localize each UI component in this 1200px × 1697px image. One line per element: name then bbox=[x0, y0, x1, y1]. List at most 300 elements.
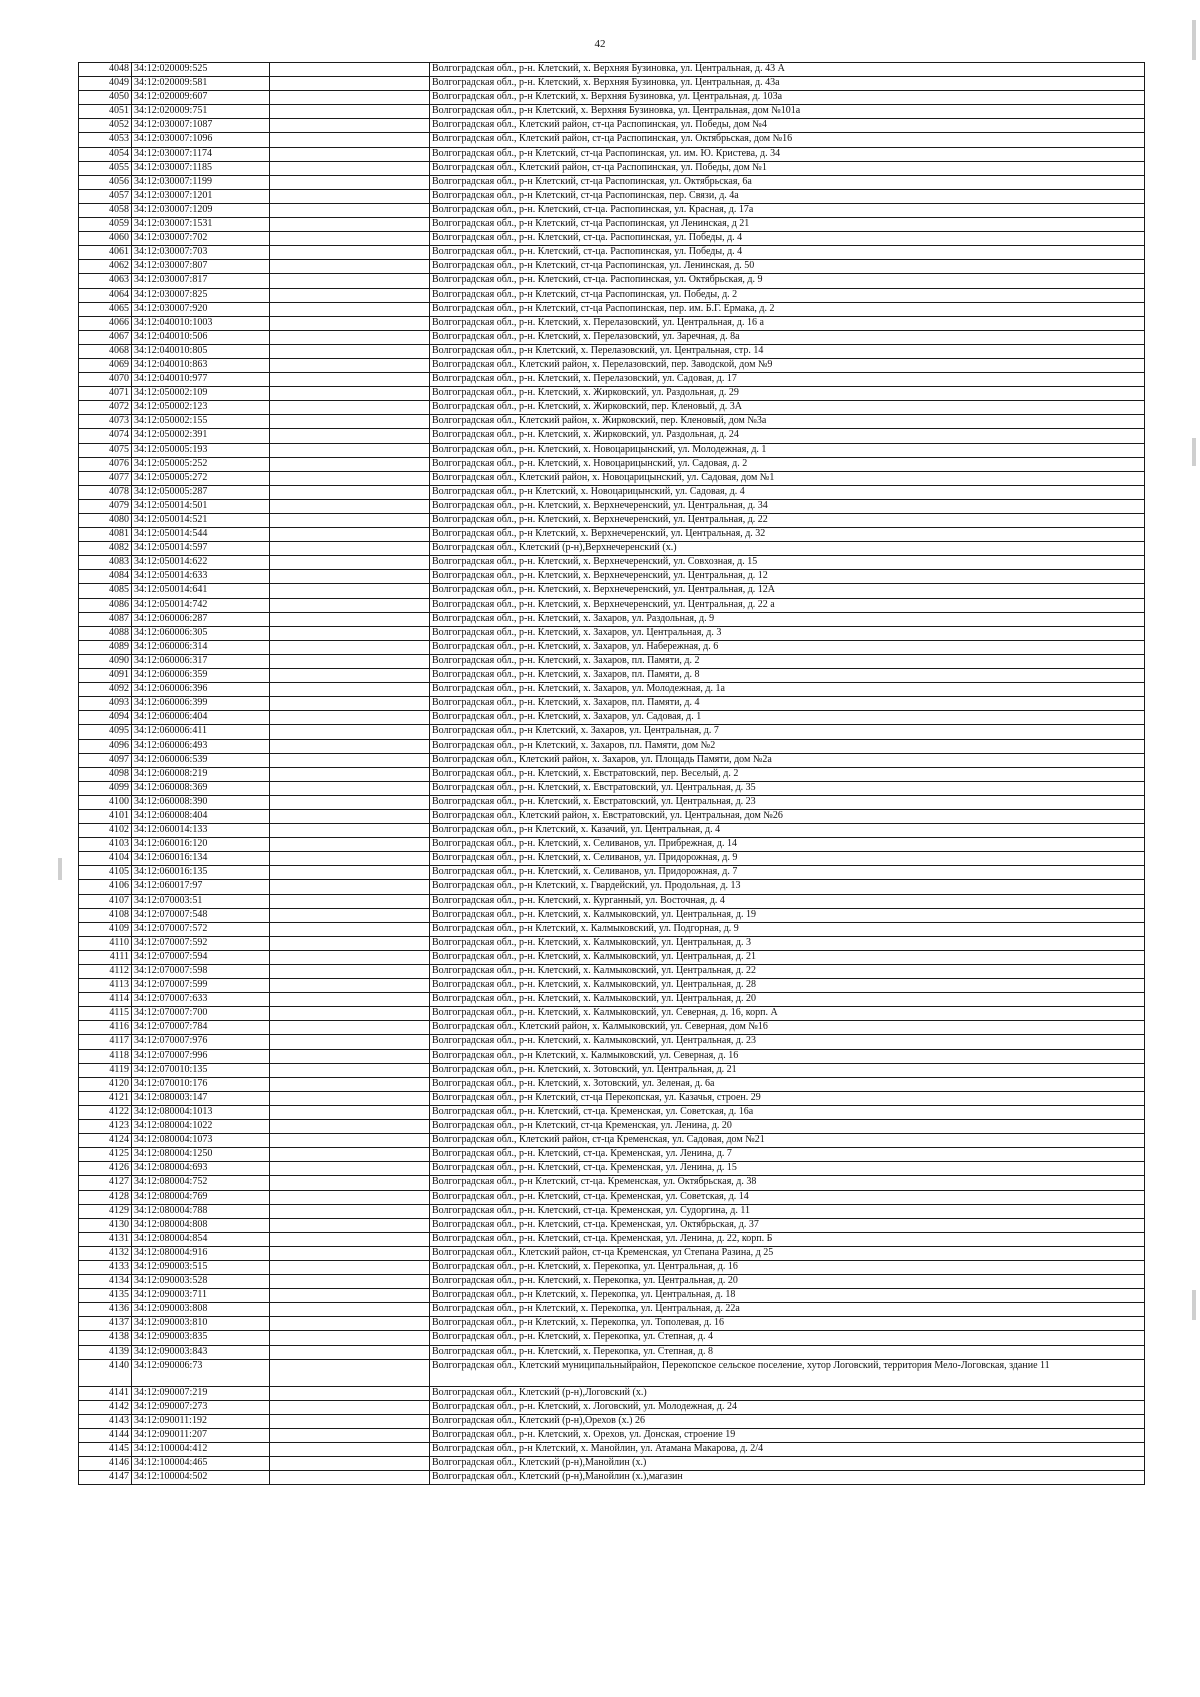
address-cell: Волгоградская обл., р-н. Клетский, х. Евстратовский, ул. Центральная, д. 35 bbox=[430, 781, 1145, 795]
row-number-cell: 4077 bbox=[79, 471, 132, 485]
row-number-cell: 4111 bbox=[79, 950, 132, 964]
address-cell: Волгоградская обл., р-н. Клетский, х. Перелазовский, ул. Заречная, д. 8а bbox=[430, 330, 1145, 344]
empty-cell bbox=[270, 979, 430, 993]
cadastral-number-cell: 34:12:080004:854 bbox=[132, 1232, 270, 1246]
cadastral-number-cell: 34:12:090011:207 bbox=[132, 1428, 270, 1442]
table-row bbox=[79, 1021, 1145, 1035]
cadastral-number-cell: 34:12:020009:751 bbox=[132, 105, 270, 119]
empty-cell bbox=[270, 1190, 430, 1204]
row-number-cell: 4082 bbox=[79, 542, 132, 556]
empty-cell bbox=[270, 77, 430, 91]
cadastral-number-cell: 34:12:070007:599 bbox=[132, 979, 270, 993]
table-row bbox=[79, 471, 1145, 485]
empty-cell bbox=[270, 824, 430, 838]
cadastral-number-cell: 34:12:050002:391 bbox=[132, 429, 270, 443]
cadastral-number-cell: 34:12:080004:916 bbox=[132, 1246, 270, 1260]
cadastral-number-cell: 34:12:070007:976 bbox=[132, 1035, 270, 1049]
address-cell: Волгоградская обл., р-н. Клетский, ст-ца. Кременская, ул. Ленина, д. 15 bbox=[430, 1162, 1145, 1176]
table-row bbox=[79, 767, 1145, 781]
row-number-cell: 4095 bbox=[79, 725, 132, 739]
address-cell: Волгоградская обл., р-н. Клетский, х. Верхнечеренский, ул. Центральная, д. 22 а bbox=[430, 598, 1145, 612]
address-cell: Волгоградская обл., р-н. Клетский, х. Зотовский, ул. Зеленая, д. 6а bbox=[430, 1077, 1145, 1091]
table-row bbox=[79, 77, 1145, 91]
empty-cell bbox=[270, 91, 430, 105]
table-row bbox=[79, 1260, 1145, 1274]
table-row bbox=[79, 91, 1145, 105]
empty-cell bbox=[270, 499, 430, 513]
empty-cell bbox=[270, 344, 430, 358]
address-cell: Волгоградская обл., р-н Клетский, х. Перекопка, ул. Тополевая, д. 16 bbox=[430, 1317, 1145, 1331]
row-number-cell: 4098 bbox=[79, 767, 132, 781]
scan-artifact bbox=[1192, 1290, 1196, 1320]
table-row bbox=[79, 993, 1145, 1007]
row-number-cell: 4093 bbox=[79, 697, 132, 711]
address-cell: Волгоградская обл., р-н. Клетский, х. Новоцарицынский, ул. Садовая, д. 2 bbox=[430, 457, 1145, 471]
cadastral-number-cell: 34:12:090003:810 bbox=[132, 1317, 270, 1331]
cadastral-number-cell: 34:12:060008:390 bbox=[132, 795, 270, 809]
cadastral-number-cell: 34:12:050014:521 bbox=[132, 514, 270, 528]
row-number-cell: 4106 bbox=[79, 880, 132, 894]
row-number-cell: 4147 bbox=[79, 1471, 132, 1485]
table-row bbox=[79, 246, 1145, 260]
address-cell: Волгоградская обл., р-н. Клетский, х. Калмыковский, ул. Центральная, д. 19 bbox=[430, 908, 1145, 922]
empty-cell bbox=[270, 838, 430, 852]
cadastral-number-cell: 34:12:060016:135 bbox=[132, 866, 270, 880]
row-number-cell: 4127 bbox=[79, 1176, 132, 1190]
cadastral-number-cell: 34:12:030007:1209 bbox=[132, 203, 270, 217]
empty-cell bbox=[270, 795, 430, 809]
empty-cell bbox=[270, 993, 430, 1007]
table-row bbox=[79, 936, 1145, 950]
cadastral-number-cell: 34:12:050014:501 bbox=[132, 499, 270, 513]
row-number-cell: 4101 bbox=[79, 809, 132, 823]
empty-cell bbox=[270, 1232, 430, 1246]
cadastral-number-cell: 34:12:050014:544 bbox=[132, 528, 270, 542]
cadastral-number-cell: 34:12:070010:135 bbox=[132, 1063, 270, 1077]
empty-cell bbox=[270, 1246, 430, 1260]
row-number-cell: 4136 bbox=[79, 1303, 132, 1317]
row-number-cell: 4063 bbox=[79, 274, 132, 288]
empty-cell bbox=[270, 1359, 430, 1386]
table-row bbox=[79, 175, 1145, 189]
cadastral-number-cell: 34:12:060016:134 bbox=[132, 852, 270, 866]
table-row bbox=[79, 443, 1145, 457]
address-cell: Волгоградская обл., р-н. Клетский, х. Перекопка, ул. Степная, д. 8 bbox=[430, 1345, 1145, 1359]
cadastral-number-cell: 34:12:070007:572 bbox=[132, 922, 270, 936]
address-cell: Волгоградская обл., р-н. Клетский, х. Верхнечеренский, ул. Центральная, д. 22 bbox=[430, 514, 1145, 528]
table-row bbox=[79, 373, 1145, 387]
address-cell: Волгоградская обл., Клетский (р-н),Орехов (х.) 26 bbox=[430, 1414, 1145, 1428]
empty-cell bbox=[270, 711, 430, 725]
row-number-cell: 4124 bbox=[79, 1134, 132, 1148]
empty-cell bbox=[270, 1443, 430, 1457]
table-row bbox=[79, 161, 1145, 175]
address-cell: Волгоградская обл., р-н. Клетский, ст-ца. Кременская, ул. Судоргина, д. 11 bbox=[430, 1204, 1145, 1218]
cadastral-number-cell: 34:12:050014:742 bbox=[132, 598, 270, 612]
cadastral-number-cell: 34:12:090007:219 bbox=[132, 1386, 270, 1400]
address-cell: Волгоградская обл., Клетский район, х. Калмыковский, ул. Северная, дом №16 bbox=[430, 1021, 1145, 1035]
address-cell: Волгоградская обл., р-н. Клетский, х. Калмыковский, ул. Центральная, д. 20 bbox=[430, 993, 1145, 1007]
empty-cell bbox=[270, 288, 430, 302]
empty-cell bbox=[270, 1386, 430, 1400]
address-cell: Волгоградская обл., р-н. Клетский, х. Захаров, ул. Центральная, д. 3 bbox=[430, 626, 1145, 640]
row-number-cell: 4094 bbox=[79, 711, 132, 725]
empty-cell bbox=[270, 852, 430, 866]
table-row bbox=[79, 697, 1145, 711]
table-row bbox=[79, 1063, 1145, 1077]
address-cell: Волгоградская обл., р-н. Клетский, х. Селиванов, ул. Придорожная, д. 7 bbox=[430, 866, 1145, 880]
table-row bbox=[79, 1148, 1145, 1162]
table-row bbox=[79, 950, 1145, 964]
table-row bbox=[79, 1400, 1145, 1414]
cadastral-number-cell: 34:12:050002:109 bbox=[132, 387, 270, 401]
table-row bbox=[79, 1471, 1145, 1485]
table-row bbox=[79, 894, 1145, 908]
address-cell: Волгоградская обл., р-н. Клетский, х. Перелазовский, ул. Центральная, д. 16 а bbox=[430, 316, 1145, 330]
table-row bbox=[79, 415, 1145, 429]
empty-cell bbox=[270, 584, 430, 598]
address-cell: Волгоградская обл., р-н. Клетский, х. Евстратовский, ул. Центральная, д. 23 bbox=[430, 795, 1145, 809]
table-row bbox=[79, 528, 1145, 542]
table-row bbox=[79, 387, 1145, 401]
table-row bbox=[79, 316, 1145, 330]
cadastral-number-cell: 34:12:060006:539 bbox=[132, 753, 270, 767]
table-row bbox=[79, 1204, 1145, 1218]
empty-cell bbox=[270, 809, 430, 823]
cadastral-number-cell: 34:12:080004:1022 bbox=[132, 1120, 270, 1134]
empty-cell bbox=[270, 556, 430, 570]
row-number-cell: 4105 bbox=[79, 866, 132, 880]
table-row bbox=[79, 556, 1145, 570]
cadastral-number-cell: 34:12:020009:607 bbox=[132, 91, 270, 105]
row-number-cell: 4049 bbox=[79, 77, 132, 91]
address-cell: Волгоградская обл., р-н Клетский, ст-ца Распопинская, ул. Октябрьская, 6а bbox=[430, 175, 1145, 189]
table-row bbox=[79, 1331, 1145, 1345]
address-cell: Волгоградская обл., Клетский район, х. Перелазовский, пер. Заводской, дом №9 bbox=[430, 358, 1145, 372]
cadastral-number-cell: 34:12:060006:396 bbox=[132, 683, 270, 697]
row-number-cell: 4133 bbox=[79, 1260, 132, 1274]
address-cell: Волгоградская обл., Клетский район, х. Евстратовский, ул. Центральная, дом №26 bbox=[430, 809, 1145, 823]
row-number-cell: 4058 bbox=[79, 203, 132, 217]
cadastral-number-cell: 34:12:090011:192 bbox=[132, 1414, 270, 1428]
empty-cell bbox=[270, 1021, 430, 1035]
table-row bbox=[79, 63, 1145, 77]
address-cell: Волгоградская обл., р-н Клетский, ст-ца Распопинская, пер. им. Б.Г. Ермака, д. 2 bbox=[430, 302, 1145, 316]
address-cell: Волгоградская обл., р-н Клетский, х. Манойлин, ул. Атамана Макарова, д. 2/4 bbox=[430, 1443, 1145, 1457]
cadastral-number-cell: 34:12:050002:123 bbox=[132, 401, 270, 415]
empty-cell bbox=[270, 1345, 430, 1359]
cadastral-number-cell: 34:12:050014:641 bbox=[132, 584, 270, 598]
address-cell: Волгоградская обл., р-н. Клетский, х. Захаров, пл. Памяти, д. 4 bbox=[430, 697, 1145, 711]
table-row bbox=[79, 189, 1145, 203]
empty-cell bbox=[270, 457, 430, 471]
table-row bbox=[79, 1134, 1145, 1148]
address-cell: Волгоградская обл., р-н. Клетский, х. Жирковский, ул. Раздольная, д. 29 bbox=[430, 387, 1145, 401]
row-number-cell: 4078 bbox=[79, 485, 132, 499]
row-number-cell: 4110 bbox=[79, 936, 132, 950]
row-number-cell: 4066 bbox=[79, 316, 132, 330]
table-row bbox=[79, 1007, 1145, 1021]
cadastral-number-cell: 34:12:050005:272 bbox=[132, 471, 270, 485]
table-row bbox=[79, 725, 1145, 739]
table-row bbox=[79, 1428, 1145, 1442]
address-cell: Волгоградская обл., Клетский район, х. Новоцарицынский, ул. Садовая, дом №1 bbox=[430, 471, 1145, 485]
cadastral-number-cell: 34:12:080004:1073 bbox=[132, 1134, 270, 1148]
table-row bbox=[79, 429, 1145, 443]
cadastral-number-cell: 34:12:060008:219 bbox=[132, 767, 270, 781]
table-row bbox=[79, 965, 1145, 979]
table-row bbox=[79, 203, 1145, 217]
row-number-cell: 4092 bbox=[79, 683, 132, 697]
cadastral-number-cell: 34:12:050014:622 bbox=[132, 556, 270, 570]
row-number-cell: 4083 bbox=[79, 556, 132, 570]
cadastral-number-cell: 34:12:070007:784 bbox=[132, 1021, 270, 1035]
row-number-cell: 4143 bbox=[79, 1414, 132, 1428]
table-row bbox=[79, 1345, 1145, 1359]
cadastral-number-cell: 34:12:060017:97 bbox=[132, 880, 270, 894]
scan-artifact bbox=[1192, 20, 1196, 60]
empty-cell bbox=[270, 1035, 430, 1049]
row-number-cell: 4100 bbox=[79, 795, 132, 809]
address-cell: Волгоградская обл., р-н. Клетский, х. Захаров, ул. Раздольная, д. 9 bbox=[430, 612, 1145, 626]
table-row bbox=[79, 1414, 1145, 1428]
row-number-cell: 4125 bbox=[79, 1148, 132, 1162]
row-number-cell: 4139 bbox=[79, 1345, 132, 1359]
empty-cell bbox=[270, 175, 430, 189]
cadastral-number-cell: 34:12:080003:147 bbox=[132, 1091, 270, 1105]
address-cell: Волгоградская обл., р-н. Клетский, х. Захаров, ул. Набережная, д. 6 bbox=[430, 640, 1145, 654]
empty-cell bbox=[270, 922, 430, 936]
address-cell: Волгоградская обл., р-н. Клетский, х. Логовский, ул. Молодежная, д. 24 bbox=[430, 1400, 1145, 1414]
row-number-cell: 4059 bbox=[79, 218, 132, 232]
cadastral-number-cell: 34:12:080004:788 bbox=[132, 1204, 270, 1218]
row-number-cell: 4102 bbox=[79, 824, 132, 838]
empty-cell bbox=[270, 1077, 430, 1091]
table-row bbox=[79, 1162, 1145, 1176]
cadastral-number-cell: 34:12:030007:702 bbox=[132, 232, 270, 246]
cadastral-number-cell: 34:12:090006:73 bbox=[132, 1359, 270, 1386]
empty-cell bbox=[270, 725, 430, 739]
table-row bbox=[79, 1049, 1145, 1063]
address-cell: Волгоградская обл., р-н Клетский, х. Калмыковский, ул. Подгорная, д. 9 bbox=[430, 922, 1145, 936]
row-number-cell: 4140 bbox=[79, 1359, 132, 1386]
table-row bbox=[79, 119, 1145, 133]
table-row bbox=[79, 598, 1145, 612]
empty-cell bbox=[270, 1007, 430, 1021]
empty-cell bbox=[270, 1049, 430, 1063]
table-row bbox=[79, 1077, 1145, 1091]
address-cell: Волгоградская обл., р-н. Клетский, х. Курганный, ул. Восточная, д. 4 bbox=[430, 894, 1145, 908]
row-number-cell: 4145 bbox=[79, 1443, 132, 1457]
empty-cell bbox=[270, 1204, 430, 1218]
row-number-cell: 4123 bbox=[79, 1120, 132, 1134]
address-cell: Волгоградская обл., р-н. Клетский, ст-ца. Кременская, ул. Советская, д. 16а bbox=[430, 1105, 1145, 1119]
table-row bbox=[79, 880, 1145, 894]
row-number-cell: 4070 bbox=[79, 373, 132, 387]
empty-cell bbox=[270, 471, 430, 485]
empty-cell bbox=[270, 429, 430, 443]
empty-cell bbox=[270, 654, 430, 668]
address-cell: Волгоградская обл., р-н. Клетский, х. Верхнечеренский, ул. Центральная, д. 12А bbox=[430, 584, 1145, 598]
address-cell: Волгоградская обл., р-н Клетский, х. Верхняя Бузиновка, ул. Центральная, д. 103а bbox=[430, 91, 1145, 105]
address-cell: Волгоградская обл., р-н. Клетский, х. Перекопка, ул. Степная, д. 4 bbox=[430, 1331, 1145, 1345]
cadastral-number-cell: 34:12:050014:633 bbox=[132, 570, 270, 584]
empty-cell bbox=[270, 401, 430, 415]
table-row bbox=[79, 499, 1145, 513]
cadastral-number-cell: 34:12:070007:633 bbox=[132, 993, 270, 1007]
table-row bbox=[79, 105, 1145, 119]
address-cell: Волгоградская обл., р-н Клетский, х. Верхнечеренский, ул. Центральная, д. 32 bbox=[430, 528, 1145, 542]
table-row bbox=[79, 824, 1145, 838]
table-row bbox=[79, 330, 1145, 344]
address-cell: Волгоградская обл., Клетский муниципальныйрайон, Перекопское сельское поселение, хутор Логовский, территория Мело-Логовская, здание 11 bbox=[430, 1359, 1145, 1386]
row-number-cell: 4091 bbox=[79, 669, 132, 683]
empty-cell bbox=[270, 739, 430, 753]
table-row bbox=[79, 640, 1145, 654]
address-cell: Волгоградская обл., р-н Клетский, ст-ца Распопинская, ул. Ленинская, д. 50 bbox=[430, 260, 1145, 274]
row-number-cell: 4114 bbox=[79, 993, 132, 1007]
address-cell: Волгоградская обл., р-н Клетский, ст-ца Перекопская, ул. Казачья, строен. 29 bbox=[430, 1091, 1145, 1105]
empty-cell bbox=[270, 781, 430, 795]
table-row bbox=[79, 711, 1145, 725]
cadastral-number-cell: 34:12:030007:1201 bbox=[132, 189, 270, 203]
empty-cell bbox=[270, 683, 430, 697]
empty-cell bbox=[270, 669, 430, 683]
address-cell: Волгоградская обл., р-н. Клетский, х. Жирковский, пер. Кленовый, д. 3А bbox=[430, 401, 1145, 415]
row-number-cell: 4086 bbox=[79, 598, 132, 612]
address-cell: Волгоградская обл., р-н Клетский, ст-ца Распопинская, ул. Победы, д. 2 bbox=[430, 288, 1145, 302]
table-row bbox=[79, 1232, 1145, 1246]
cadastral-number-cell: 34:12:030007:817 bbox=[132, 274, 270, 288]
table-row bbox=[79, 302, 1145, 316]
empty-cell bbox=[270, 965, 430, 979]
empty-cell bbox=[270, 105, 430, 119]
scan-artifact bbox=[1192, 438, 1196, 466]
address-cell: Волгоградская обл., р-н. Клетский, ст-ца. Распопинская, ул. Победы, д. 4 bbox=[430, 232, 1145, 246]
row-number-cell: 4079 bbox=[79, 499, 132, 513]
cadastral-number-cell: 34:12:070007:594 bbox=[132, 950, 270, 964]
row-number-cell: 4120 bbox=[79, 1077, 132, 1091]
address-cell: Волгоградская обл., р-н Клетский, ст-ца Кременская, ул. Ленина, д. 20 bbox=[430, 1120, 1145, 1134]
empty-cell bbox=[270, 1289, 430, 1303]
empty-cell bbox=[270, 936, 430, 950]
address-cell: Волгоградская обл., Клетский (р-н),Логовский (х.) bbox=[430, 1386, 1145, 1400]
row-number-cell: 4048 bbox=[79, 63, 132, 77]
address-cell: Волгоградская обл., р-н. Клетский, ст-ца. Кременская, ул. Советская, д. 14 bbox=[430, 1190, 1145, 1204]
empty-cell bbox=[270, 119, 430, 133]
table-row bbox=[79, 260, 1145, 274]
address-cell: Волгоградская обл., р-н Клетский, х. Верхняя Бузиновка, ул. Центральная, дом №101а bbox=[430, 105, 1145, 119]
empty-cell bbox=[270, 1317, 430, 1331]
row-number-cell: 4081 bbox=[79, 528, 132, 542]
table-row bbox=[79, 908, 1145, 922]
row-number-cell: 4064 bbox=[79, 288, 132, 302]
table-row bbox=[79, 1105, 1145, 1119]
cadastral-number-cell: 34:12:050005:287 bbox=[132, 485, 270, 499]
property-registry-table bbox=[78, 62, 1145, 1485]
table-row bbox=[79, 1443, 1145, 1457]
cadastral-number-cell: 34:12:040010:506 bbox=[132, 330, 270, 344]
row-number-cell: 4118 bbox=[79, 1049, 132, 1063]
address-cell: Волгоградская обл., р-н. Клетский, х. Селиванов, ул. Прибрежная, д. 14 bbox=[430, 838, 1145, 852]
address-cell: Волгоградская обл., р-н. Клетский, х. Зотовский, ул. Центральная, д. 21 bbox=[430, 1063, 1145, 1077]
empty-cell bbox=[270, 894, 430, 908]
empty-cell bbox=[270, 612, 430, 626]
address-cell: Волгоградская обл., р-н. Клетский, х. Калмыковский, ул. Центральная, д. 3 bbox=[430, 936, 1145, 950]
table-row bbox=[79, 1289, 1145, 1303]
row-number-cell: 4055 bbox=[79, 161, 132, 175]
row-number-cell: 4119 bbox=[79, 1063, 132, 1077]
row-number-cell: 4126 bbox=[79, 1162, 132, 1176]
empty-cell bbox=[270, 1105, 430, 1119]
cadastral-number-cell: 34:12:090003:515 bbox=[132, 1260, 270, 1274]
address-cell: Волгоградская обл., Клетский (р-н),Верхнечеренский (х.) bbox=[430, 542, 1145, 556]
address-cell: Волгоградская обл., Клетский район, х. Жирковский, пер. Кленовый, дом №3а bbox=[430, 415, 1145, 429]
cadastral-number-cell: 34:12:100004:502 bbox=[132, 1471, 270, 1485]
address-cell: Волгоградская обл., р-н Клетский, х. Гвардейский, ул. Продольная, д. 13 bbox=[430, 880, 1145, 894]
table-row bbox=[79, 1386, 1145, 1400]
cadastral-number-cell: 34:12:060016:120 bbox=[132, 838, 270, 852]
row-number-cell: 4132 bbox=[79, 1246, 132, 1260]
empty-cell bbox=[270, 950, 430, 964]
empty-cell bbox=[270, 1218, 430, 1232]
cadastral-number-cell: 34:12:060006:411 bbox=[132, 725, 270, 739]
empty-cell bbox=[270, 1400, 430, 1414]
address-cell: Волгоградская обл., р-н. Клетский, х. Калмыковский, ул. Северная, д. 16, корп. А bbox=[430, 1007, 1145, 1021]
cadastral-number-cell: 34:12:080004:1013 bbox=[132, 1105, 270, 1119]
row-number-cell: 4074 bbox=[79, 429, 132, 443]
table-row bbox=[79, 1303, 1145, 1317]
row-number-cell: 4068 bbox=[79, 344, 132, 358]
empty-cell bbox=[270, 316, 430, 330]
row-number-cell: 4116 bbox=[79, 1021, 132, 1035]
row-number-cell: 4107 bbox=[79, 894, 132, 908]
address-cell: Волгоградская обл., р-н. Клетский, ст-ца. Распопинская, ул. Победы, д. 4 bbox=[430, 246, 1145, 260]
page-number: 42 bbox=[594, 38, 606, 50]
row-number-cell: 4113 bbox=[79, 979, 132, 993]
cadastral-number-cell: 34:12:050002:155 bbox=[132, 415, 270, 429]
table-row bbox=[79, 218, 1145, 232]
address-cell: Волгоградская обл., р-н Клетский, ст-ца Распопинская, пер. Связи, д. 4а bbox=[430, 189, 1145, 203]
address-cell: Волгоградская обл., р-н Клетский, х. Казачий, ул. Центральная, д. 4 bbox=[430, 824, 1145, 838]
row-number-cell: 4099 bbox=[79, 781, 132, 795]
empty-cell bbox=[270, 63, 430, 77]
row-number-cell: 4134 bbox=[79, 1275, 132, 1289]
row-number-cell: 4057 bbox=[79, 189, 132, 203]
table-row bbox=[79, 626, 1145, 640]
cadastral-number-cell: 34:12:030007:920 bbox=[132, 302, 270, 316]
address-cell: Волгоградская обл., р-н. Клетский, ст-ца. Кременская, ул. Октябрьская, д. 37 bbox=[430, 1218, 1145, 1232]
empty-cell bbox=[270, 232, 430, 246]
row-number-cell: 4088 bbox=[79, 626, 132, 640]
row-number-cell: 4121 bbox=[79, 1091, 132, 1105]
empty-cell bbox=[270, 246, 430, 260]
address-cell: Волгоградская обл., р-н. Клетский, х. Захаров, ул. Садовая, д. 1 bbox=[430, 711, 1145, 725]
row-number-cell: 4112 bbox=[79, 965, 132, 979]
empty-cell bbox=[270, 1260, 430, 1274]
row-number-cell: 4054 bbox=[79, 147, 132, 161]
table-row bbox=[79, 1120, 1145, 1134]
empty-cell bbox=[270, 330, 430, 344]
row-number-cell: 4146 bbox=[79, 1457, 132, 1471]
empty-cell bbox=[270, 753, 430, 767]
table-row bbox=[79, 809, 1145, 823]
row-number-cell: 4050 bbox=[79, 91, 132, 105]
empty-cell bbox=[270, 542, 430, 556]
cadastral-number-cell: 34:12:090003:528 bbox=[132, 1275, 270, 1289]
empty-cell bbox=[270, 528, 430, 542]
address-cell: Волгоградская обл., Клетский (р-н),Манойлин (х.) bbox=[430, 1457, 1145, 1471]
